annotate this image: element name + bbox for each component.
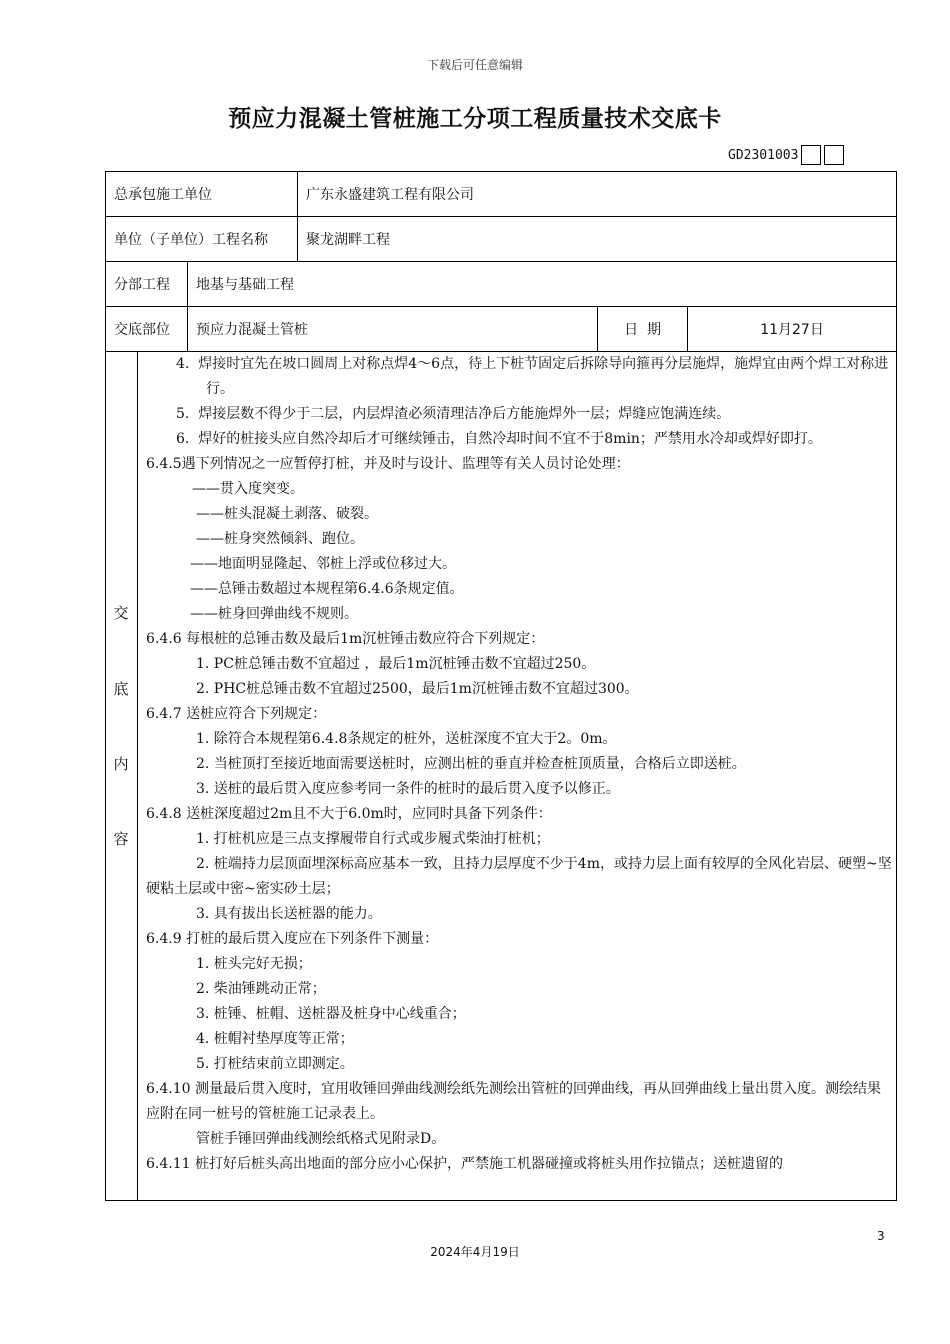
weld-item-5: 5. 焊接层数不得少于二层，内层焊渣必须清理洁净后方能施焊外一层；焊缝应饱满连续。 [176,406,731,422]
section-6-4-9: 6.4.9 打桩的最后贯入度应在下列条件下测量： [146,931,439,947]
side-char-4: 容 [113,830,129,848]
division-label: 分部工程 [106,262,188,307]
date-value: 11月27日 [688,307,897,352]
stop-condition-6: ——桩身回弹曲线不规则。 [190,606,358,622]
section-6-4-11: 6.4.11 桩打好后桩头高出地面的部分应小心保护，严禁施工机器碰撞或将桩头用作拉锚点；送桩遗留的 [146,1156,783,1172]
section-6-4-5: 6.4.5遇下列情况之一应暂停打桩，并及时与设计、监理等有关人员讨论处理： [146,456,630,472]
side-char-1: 交 [113,604,129,622]
location-value: 预应力混凝土管桩 [188,307,598,352]
section-6-4-10: 6.4.10 测量最后贯入度时，宜用收锤回弹曲线测绘纸先测绘出管桩的回弹曲线，再从回弹曲线上量出贯入度。测绘结果应附在同一桩号的管桩施工记录表上。 [146,1081,881,1122]
disclosure-content [146,352,892,1200]
section-6-4-6-item-1: 1. PC桩总锤击数不宜超过 ，最后1m沉桩锤击数不宜超过250。 [196,656,596,672]
section-6-4-9-item-2: 2. 柴油锤跳动正常； [196,981,326,997]
document-code-row [728,144,844,166]
section-6-4-8-item-1: 1. 打桩机应是三点支撑履带自行式或步履式柴油打桩机； [196,831,550,847]
location-label: 交底部位 [106,307,188,352]
disclosure-content-side-label [105,352,137,1200]
project-name-label: 单位（子单位）工程名称 [106,217,298,262]
code-checkbox-2 [824,145,844,165]
stop-condition-1: ——贯入度突变。 [192,481,304,497]
weld-item-4: 4. 焊接时宜先在坡口圆周上对称点焊4～6点，待上下桩节固定后拆除导向箍再分层施焊，施焊宜由两个焊工对称进行。 [176,356,889,397]
section-6-4-8: 6.4.8 送桩深度超过2m且不大于6.0m时，应同时具备下列条件： [146,806,552,822]
section-6-4-6: 6.4.6 每根桩的总锤击数及最后1m沉桩锤击数应符合下列规定： [146,631,545,647]
side-char-3: 内 [113,755,129,773]
document-code: GD2301003 [728,147,799,163]
download-note: 下载后可任意编辑 [426,58,523,72]
section-6-4-7-item-2: 2. 当桩顶打至接近地面需要送桩时，应测出桩的垂直并检查桩顶质量，合格后立即送桩。 [196,756,746,772]
section-6-4-7: 6.4.7 送桩应符合下列规定： [146,706,327,722]
stop-condition-4: ——地面明显隆起、邻桩上浮或位移过大。 [190,556,456,572]
contractor-label: 总承包施工单位 [106,172,298,217]
section-6-4-9-item-3: 3. 桩锤、桩帽、送桩器及桩身中心线重合； [196,1006,466,1022]
contractor-value: 广东永盛建筑工程有限公司 [298,172,897,217]
section-6-4-8-item-3: 3. 具有拔出长送桩器的能力。 [196,906,382,922]
stop-condition-2: ——桩头混凝土剥落、破裂。 [196,506,378,522]
section-6-4-9-item-4: 4. 桩帽衬垫厚度等正常； [196,1031,354,1047]
section-6-4-7-item-1: 1. 除符合本规程第6.4.8条规定的桩外，送桩深度不宜大于2。0m。 [196,731,617,747]
document-title: 预应力混凝土管桩施工分项工程质量技术交底卡 [228,106,722,132]
section-6-4-9-item-5: 5. 打桩结束前立即测定。 [196,1056,354,1072]
section-6-4-10-note: 管桩手锤回弹曲线测绘纸格式见附录D。 [196,1131,446,1147]
page-number: 3 [877,1229,885,1243]
division-value: 地基与基础工程 [188,262,897,307]
project-name-value: 聚龙湖畔工程 [298,217,897,262]
section-6-4-8-item-2: 2. 桩端持力层顶面埋深标高应基本一致，且持力层厚度不少于4m，或持力层上面有较厚的全风化岩层、硬塑~坚硬粘土层或中密~密实砂土层； [146,856,892,897]
stop-condition-5: ——总锤击数超过本规程第6.4.6条规定值。 [190,581,464,597]
stop-condition-3: ——桩身突然倾斜、跑位。 [196,531,364,547]
weld-item-6: 6. 焊好的桩接头应自然冷却后才可继续锤击，自然冷却时间不宜不于8min；严禁用水冷却或焊好即打。 [176,431,822,447]
section-6-4-9-item-1: 1. 桩头完好无损； [196,956,312,972]
section-6-4-6-item-2: 2. PHC桩总锤击数不宜超过2500，最后1m沉桩锤击数不宜超过300。 [196,681,639,697]
footer-date: 2024年4月19日 [430,1245,520,1259]
code-checkbox-1 [801,145,821,165]
date-label: 日 期 [598,307,688,352]
side-char-2: 底 [113,680,129,698]
section-6-4-7-item-3: 3. 送桩的最后贯入度应参考同一条件的桩时的最后贯入度予以修正。 [196,781,620,797]
